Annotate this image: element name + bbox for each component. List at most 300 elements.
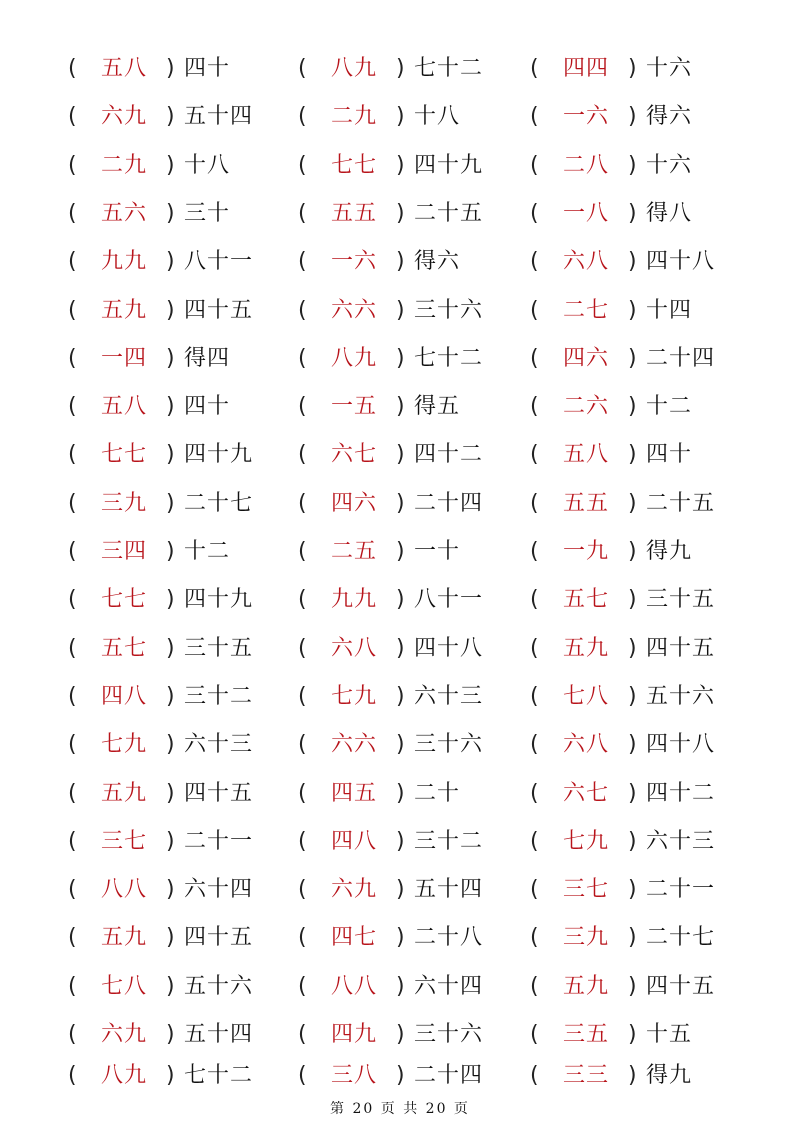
- product-text: 得八: [646, 200, 693, 226]
- problem-row: [0, 870, 800, 910]
- open-paren: (: [298, 200, 307, 226]
- answer-text: 四四: [562, 56, 609, 81]
- product-text: 得六: [646, 104, 693, 130]
- product-text: 得四: [184, 345, 231, 371]
- close-paren: ): [628, 249, 637, 275]
- product-text: 二十: [414, 780, 461, 806]
- answer-text: 一九: [562, 539, 609, 564]
- multiplication-item: [68, 774, 298, 814]
- answer-text: 六六: [330, 732, 377, 758]
- multiplication-item: [530, 97, 760, 137]
- open-paren: (: [68, 442, 77, 468]
- open-paren: (: [530, 394, 539, 420]
- multiplication-item: [298, 580, 528, 620]
- multiplication-item: [530, 1015, 760, 1055]
- close-paren: ): [396, 152, 405, 178]
- problem-row: [0, 822, 800, 862]
- product-text: 四十五: [184, 925, 254, 951]
- product-text: 四十: [184, 56, 231, 81]
- product-text: 十五: [646, 1022, 693, 1047]
- multiplication-item: [298, 484, 528, 524]
- product-text: 四十八: [646, 732, 716, 758]
- multiplication-item: [298, 629, 528, 669]
- multiplication-item: [68, 291, 298, 331]
- close-paren: ): [166, 200, 175, 226]
- product-text: 四十五: [184, 297, 254, 323]
- multiplication-item: [68, 532, 298, 572]
- product-text: 四十二: [646, 780, 716, 806]
- close-paren: ): [628, 104, 637, 130]
- multiplication-item: [530, 49, 760, 89]
- product-text: 二十四: [414, 1063, 484, 1088]
- product-text: 四十八: [414, 635, 484, 661]
- answer-text: 五八: [100, 394, 147, 420]
- close-paren: ): [166, 539, 175, 564]
- answer-text: 六七: [330, 442, 377, 468]
- close-paren: ): [628, 780, 637, 806]
- answer-text: 三七: [100, 828, 147, 854]
- open-paren: (: [530, 732, 539, 758]
- close-paren: ): [166, 828, 175, 854]
- multiplication-item: [298, 194, 528, 234]
- multiplication-item: [68, 242, 298, 282]
- answer-text: 八九: [100, 1063, 147, 1088]
- product-text: 得六: [414, 249, 461, 275]
- multiplication-item: [68, 49, 298, 89]
- multiplication-item: [298, 532, 528, 572]
- open-paren: (: [530, 877, 539, 903]
- multiplication-item: [298, 291, 528, 331]
- multiplication-item: [298, 967, 528, 1007]
- close-paren: ): [628, 345, 637, 371]
- answer-text: 五九: [100, 297, 147, 323]
- product-text: 二十四: [646, 345, 716, 371]
- product-text: 五十六: [184, 973, 254, 999]
- close-paren: ): [396, 1063, 405, 1088]
- answer-text: 七九: [100, 732, 147, 758]
- product-text: 七十二: [414, 345, 484, 371]
- product-text: 四十五: [184, 780, 254, 806]
- close-paren: ): [396, 539, 405, 564]
- product-text: 三十六: [414, 732, 484, 758]
- open-paren: (: [530, 442, 539, 468]
- multiplication-item: [298, 1015, 528, 1055]
- open-paren: (: [68, 297, 77, 323]
- close-paren: ): [396, 345, 405, 371]
- multiplication-item: [298, 242, 528, 282]
- open-paren: (: [530, 539, 539, 564]
- product-text: 二十八: [414, 925, 484, 951]
- answer-text: 五五: [562, 490, 609, 516]
- multiplication-item: [298, 49, 528, 89]
- close-paren: ): [166, 56, 175, 81]
- open-paren: (: [298, 973, 307, 999]
- multiplication-item: [530, 967, 760, 1007]
- multiplication-item: [298, 97, 528, 137]
- multiplication-item: [530, 677, 760, 717]
- problem-row: [0, 1056, 800, 1096]
- open-paren: (: [68, 539, 77, 564]
- close-paren: ): [166, 1063, 175, 1088]
- multiplication-item: [298, 870, 528, 910]
- product-text: 十六: [646, 56, 693, 81]
- multiplication-item: [68, 677, 298, 717]
- answer-text: 四九: [330, 1022, 377, 1047]
- close-paren: ): [396, 780, 405, 806]
- open-paren: (: [298, 345, 307, 371]
- close-paren: ): [396, 200, 405, 226]
- product-text: 十八: [414, 104, 461, 130]
- close-paren: ): [628, 1022, 637, 1047]
- close-paren: ): [628, 152, 637, 178]
- multiplication-item: [530, 1056, 760, 1096]
- product-text: 得五: [414, 394, 461, 420]
- answer-text: 四六: [562, 345, 609, 371]
- answer-text: 二七: [562, 297, 609, 323]
- multiplication-item: [298, 725, 528, 765]
- problem-row: [0, 194, 800, 234]
- product-text: 三十二: [414, 828, 484, 854]
- multiplication-item: [298, 146, 528, 186]
- close-paren: ): [396, 394, 405, 420]
- answer-text: 六七: [562, 780, 609, 806]
- multiplication-item: [68, 339, 298, 379]
- multiplication-item: [530, 435, 760, 475]
- problem-row: [0, 291, 800, 331]
- answer-text: 七九: [330, 683, 377, 709]
- product-text: 十四: [646, 297, 693, 323]
- open-paren: (: [68, 973, 77, 999]
- answer-text: 八九: [330, 56, 377, 81]
- answer-text: 六九: [100, 104, 147, 130]
- close-paren: ): [628, 587, 637, 613]
- product-text: 二十一: [184, 828, 254, 854]
- problem-row: [0, 97, 800, 137]
- answer-text: 三九: [100, 490, 147, 516]
- open-paren: (: [530, 249, 539, 275]
- answer-text: 七八: [100, 973, 147, 999]
- product-text: 四十八: [646, 249, 716, 275]
- product-text: 六十三: [646, 828, 716, 854]
- answer-text: 九九: [330, 587, 377, 613]
- answer-text: 五五: [330, 200, 377, 226]
- open-paren: (: [68, 925, 77, 951]
- multiplication-item: [298, 677, 528, 717]
- page-footer: 第 20 页 共 20 页: [330, 1101, 470, 1117]
- close-paren: ): [628, 828, 637, 854]
- answer-text: 七七: [330, 152, 377, 178]
- answer-text: 五九: [100, 780, 147, 806]
- close-paren: ): [628, 56, 637, 81]
- answer-text: 三八: [330, 1063, 377, 1088]
- product-text: 二十七: [184, 490, 254, 516]
- open-paren: (: [298, 104, 307, 130]
- multiplication-item: [68, 1015, 298, 1055]
- multiplication-item: [68, 580, 298, 620]
- open-paren: (: [68, 877, 77, 903]
- open-paren: (: [298, 152, 307, 178]
- answer-text: 七九: [562, 828, 609, 854]
- answer-text: 二九: [330, 104, 377, 130]
- close-paren: ): [396, 249, 405, 275]
- answer-text: 三三: [562, 1063, 609, 1088]
- product-text: 七十二: [184, 1063, 254, 1088]
- open-paren: (: [530, 345, 539, 371]
- answer-text: 二九: [100, 152, 147, 178]
- open-paren: (: [68, 635, 77, 661]
- product-text: 二十五: [646, 490, 716, 516]
- multiplication-item: [68, 484, 298, 524]
- close-paren: ): [628, 877, 637, 903]
- open-paren: (: [298, 394, 307, 420]
- answer-text: 七七: [100, 587, 147, 613]
- product-text: 四十五: [646, 973, 716, 999]
- open-paren: (: [68, 104, 77, 130]
- multiplication-item: [68, 97, 298, 137]
- close-paren: ): [396, 973, 405, 999]
- close-paren: ): [628, 200, 637, 226]
- product-text: 五十六: [646, 683, 716, 709]
- problem-row: [0, 387, 800, 427]
- product-text: 三十二: [184, 683, 254, 709]
- open-paren: (: [298, 877, 307, 903]
- open-paren: (: [298, 587, 307, 613]
- answer-text: 二六: [562, 394, 609, 420]
- close-paren: ): [396, 925, 405, 951]
- close-paren: ): [396, 56, 405, 81]
- close-paren: ): [396, 683, 405, 709]
- multiplication-item: [68, 918, 298, 958]
- close-paren: ): [166, 635, 175, 661]
- answer-text: 八八: [330, 973, 377, 999]
- product-text: 十六: [646, 152, 693, 178]
- open-paren: (: [68, 249, 77, 275]
- problem-row: [0, 629, 800, 669]
- problem-row: [0, 339, 800, 379]
- answer-text: 一八: [562, 200, 609, 226]
- product-text: 四十九: [414, 152, 484, 178]
- product-text: 十二: [646, 394, 693, 420]
- open-paren: (: [530, 1022, 539, 1047]
- multiplication-item: [68, 387, 298, 427]
- open-paren: (: [530, 925, 539, 951]
- open-paren: (: [298, 490, 307, 516]
- close-paren: ): [628, 539, 637, 564]
- close-paren: ): [396, 828, 405, 854]
- open-paren: (: [68, 732, 77, 758]
- open-paren: (: [68, 490, 77, 516]
- answer-text: 五九: [100, 925, 147, 951]
- multiplication-item: [68, 146, 298, 186]
- multiplication-item: [68, 1056, 298, 1096]
- multiplication-item: [530, 725, 760, 765]
- open-paren: (: [68, 1022, 77, 1047]
- multiplication-item: [68, 822, 298, 862]
- multiplication-item: [68, 870, 298, 910]
- product-text: 二十一: [646, 877, 716, 903]
- problem-row: [0, 532, 800, 572]
- product-text: 四十: [184, 394, 231, 420]
- problem-row: [0, 484, 800, 524]
- close-paren: ): [628, 683, 637, 709]
- product-text: 三十六: [414, 1022, 484, 1047]
- open-paren: (: [298, 1063, 307, 1088]
- multiplication-item: [298, 822, 528, 862]
- multiplication-item: [298, 918, 528, 958]
- product-text: 得九: [646, 1063, 693, 1088]
- open-paren: (: [298, 249, 307, 275]
- answer-text: 六八: [330, 635, 377, 661]
- open-paren: (: [298, 1022, 307, 1047]
- close-paren: ): [628, 490, 637, 516]
- product-text: 四十五: [646, 635, 716, 661]
- close-paren: ): [396, 877, 405, 903]
- open-paren: (: [530, 683, 539, 709]
- problem-row: [0, 146, 800, 186]
- problem-row: [0, 774, 800, 814]
- open-paren: (: [298, 925, 307, 951]
- open-paren: (: [298, 780, 307, 806]
- product-text: 六十四: [414, 973, 484, 999]
- close-paren: ): [396, 1022, 405, 1047]
- answer-text: 五九: [562, 635, 609, 661]
- open-paren: (: [530, 780, 539, 806]
- multiplication-item: [530, 484, 760, 524]
- close-paren: ): [628, 1063, 637, 1088]
- problem-row: [0, 918, 800, 958]
- product-text: 八十一: [184, 249, 254, 275]
- multiplication-item: [530, 870, 760, 910]
- open-paren: (: [298, 539, 307, 564]
- product-text: 六十三: [414, 683, 484, 709]
- product-text: 四十九: [184, 442, 254, 468]
- multiplication-item: [298, 1056, 528, 1096]
- close-paren: ): [166, 732, 175, 758]
- open-paren: (: [68, 200, 77, 226]
- multiplication-item: [530, 194, 760, 234]
- multiplication-item: [530, 532, 760, 572]
- close-paren: ): [396, 732, 405, 758]
- multiplication-item: [298, 774, 528, 814]
- product-text: 三十: [184, 200, 231, 226]
- product-text: 十八: [184, 152, 231, 178]
- close-paren: ): [628, 732, 637, 758]
- product-text: 五十四: [184, 104, 254, 130]
- close-paren: ): [396, 297, 405, 323]
- product-text: 五十四: [184, 1022, 254, 1047]
- close-paren: ): [166, 104, 175, 130]
- open-paren: (: [530, 152, 539, 178]
- close-paren: ): [166, 249, 175, 275]
- close-paren: ): [166, 683, 175, 709]
- open-paren: (: [530, 1063, 539, 1088]
- product-text: 八十一: [414, 587, 484, 613]
- product-text: 三十六: [414, 297, 484, 323]
- product-text: 二十五: [414, 200, 484, 226]
- product-text: 四十二: [414, 442, 484, 468]
- answer-text: 一六: [330, 249, 377, 275]
- answer-text: 五八: [562, 442, 609, 468]
- multiplication-item: [530, 822, 760, 862]
- answer-text: 三四: [100, 539, 147, 564]
- multiplication-item: [530, 339, 760, 379]
- close-paren: ): [166, 394, 175, 420]
- answer-text: 七七: [100, 442, 147, 468]
- answer-text: 五八: [100, 56, 147, 81]
- open-paren: (: [298, 732, 307, 758]
- multiplication-item: [530, 387, 760, 427]
- product-text: 六十四: [184, 877, 254, 903]
- problem-row: [0, 677, 800, 717]
- open-paren: (: [68, 780, 77, 806]
- close-paren: ): [396, 490, 405, 516]
- multiplication-item: [530, 242, 760, 282]
- answer-text: 一六: [562, 104, 609, 130]
- problem-row: [0, 967, 800, 1007]
- product-text: 一十: [414, 539, 461, 564]
- open-paren: (: [530, 104, 539, 130]
- answer-text: 三九: [562, 925, 609, 951]
- open-paren: (: [298, 442, 307, 468]
- answer-text: 七八: [562, 683, 609, 709]
- open-paren: (: [68, 683, 77, 709]
- open-paren: (: [298, 683, 307, 709]
- close-paren: ): [628, 925, 637, 951]
- multiplication-item: [298, 387, 528, 427]
- multiplication-item: [530, 629, 760, 669]
- close-paren: ): [628, 973, 637, 999]
- answer-text: 五七: [100, 635, 147, 661]
- answer-text: 二五: [330, 539, 377, 564]
- answer-text: 九九: [100, 249, 147, 275]
- multiplication-item: [298, 339, 528, 379]
- answer-text: 五六: [100, 200, 147, 226]
- problem-row: [0, 580, 800, 620]
- product-text: 十二: [184, 539, 231, 564]
- product-text: 二十七: [646, 925, 716, 951]
- answer-text: 六九: [100, 1022, 147, 1047]
- close-paren: ): [628, 442, 637, 468]
- open-paren: (: [68, 587, 77, 613]
- open-paren: (: [530, 828, 539, 854]
- open-paren: (: [530, 973, 539, 999]
- answer-text: 四七: [330, 925, 377, 951]
- close-paren: ): [628, 635, 637, 661]
- product-text: 三十五: [646, 587, 716, 613]
- open-paren: (: [68, 152, 77, 178]
- answer-text: 三七: [562, 877, 609, 903]
- product-text: 四十: [646, 442, 693, 468]
- open-paren: (: [530, 297, 539, 323]
- open-paren: (: [68, 56, 77, 81]
- open-paren: (: [298, 56, 307, 81]
- multiplication-item: [530, 918, 760, 958]
- close-paren: ): [166, 345, 175, 371]
- product-text: 四十九: [184, 587, 254, 613]
- close-paren: ): [166, 877, 175, 903]
- close-paren: ): [628, 394, 637, 420]
- answer-text: 四八: [330, 828, 377, 854]
- problem-row: [0, 1015, 800, 1055]
- problem-row: [0, 725, 800, 765]
- product-text: 六十三: [184, 732, 254, 758]
- close-paren: ): [166, 442, 175, 468]
- close-paren: ): [166, 780, 175, 806]
- open-paren: (: [530, 56, 539, 81]
- multiplication-item: [68, 194, 298, 234]
- close-paren: ): [166, 297, 175, 323]
- answer-text: 一四: [100, 345, 147, 371]
